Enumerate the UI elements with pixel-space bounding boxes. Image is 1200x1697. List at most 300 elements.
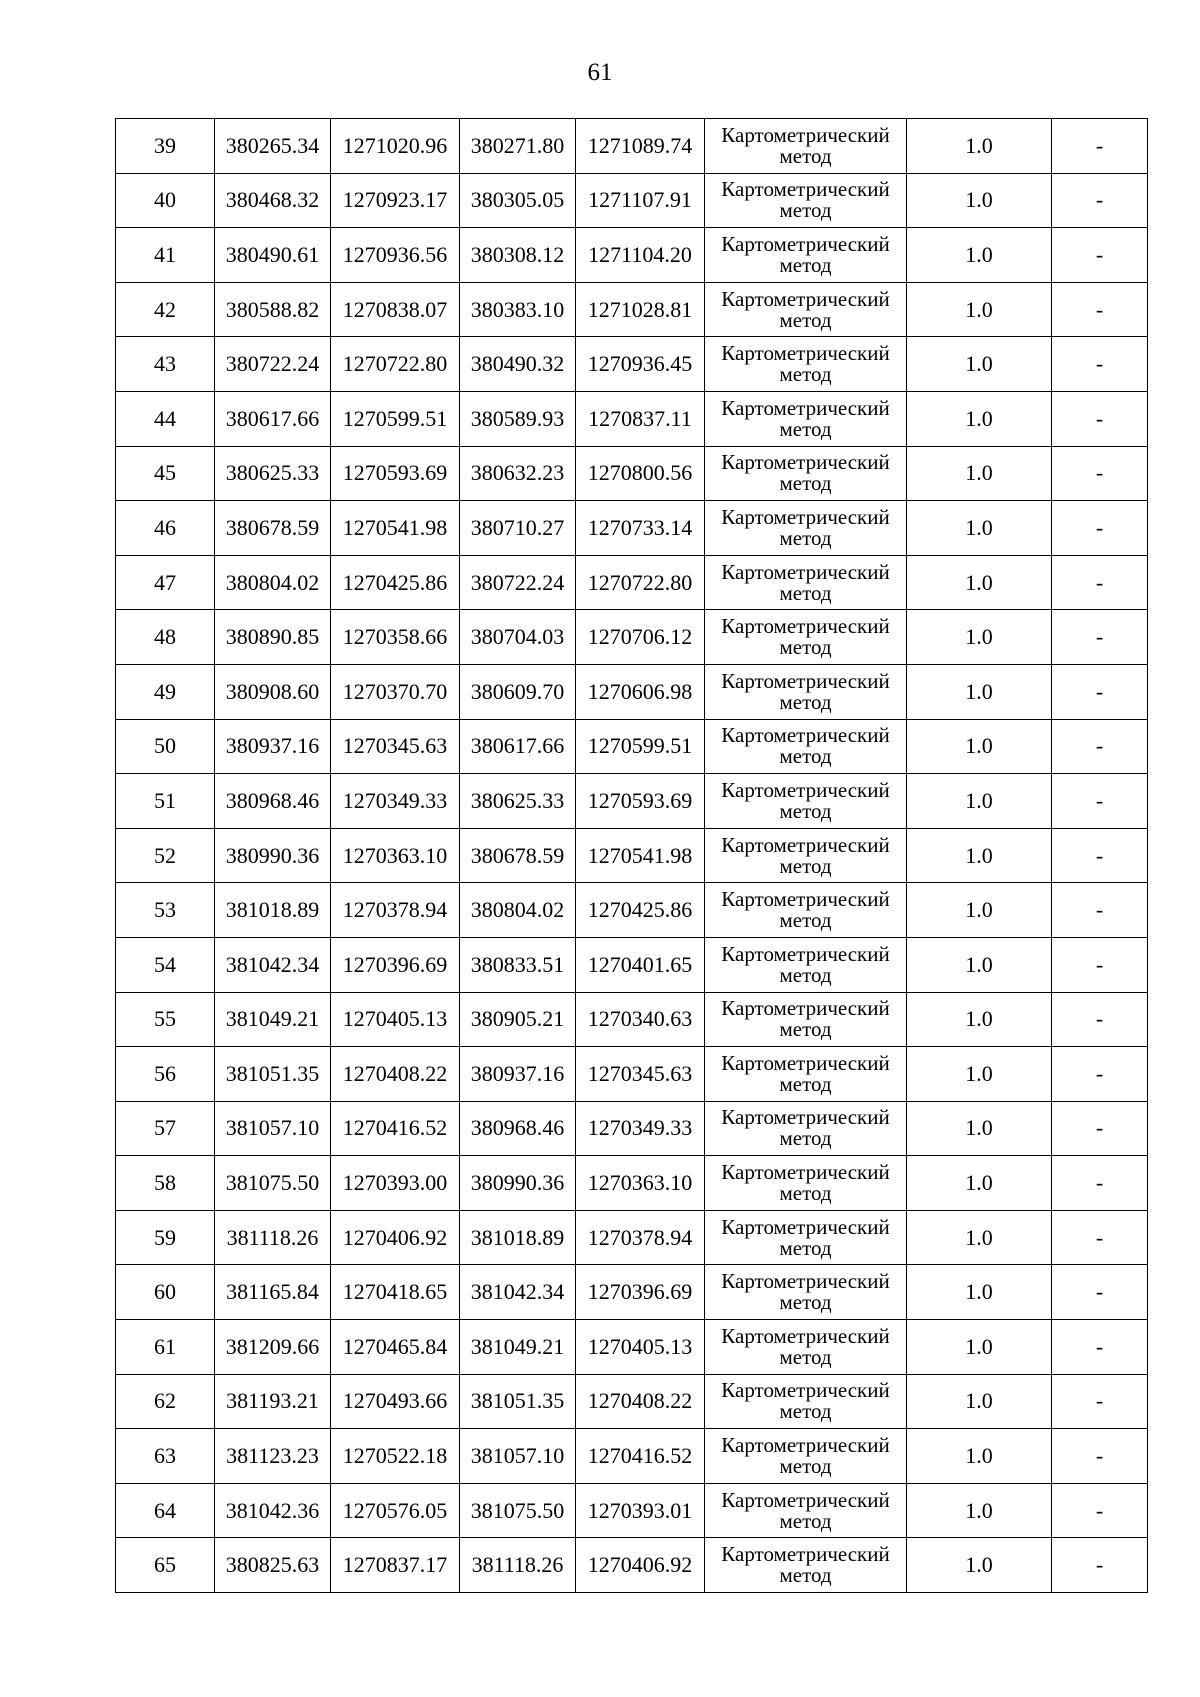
previous-x-coordinate-cell: 380722.24 (460, 555, 576, 610)
y-coordinate-cell: 1270599.51 (331, 391, 460, 446)
y-coordinate-cell: 1270393.00 (331, 1156, 460, 1211)
method-line-2: метод (779, 689, 832, 714)
note-cell: - (1052, 992, 1148, 1047)
point-number-cell: 45 (116, 446, 215, 501)
x-coordinate-cell: 380617.66 (215, 391, 331, 446)
note-cell: - (1052, 664, 1148, 719)
previous-x-coordinate-cell: 381075.50 (460, 1483, 576, 1538)
table-row (116, 173, 1148, 228)
point-number-cell: 63 (116, 1429, 215, 1484)
y-coordinate-cell: 1270416.52 (331, 1101, 460, 1156)
method-line-1: Картометрический (721, 450, 890, 475)
x-coordinate-cell: 381209.66 (215, 1320, 331, 1375)
accuracy-cell: 1.0 (907, 173, 1052, 228)
x-coordinate-cell: 381042.36 (215, 1483, 331, 1538)
accuracy-cell: 1.0 (907, 937, 1052, 992)
previous-x-coordinate-cell: 380704.03 (460, 610, 576, 665)
note-cell: - (1052, 937, 1148, 992)
y-coordinate-cell: 1270363.10 (331, 828, 460, 883)
x-coordinate-cell: 380265.34 (215, 119, 331, 174)
accuracy-cell: 1.0 (907, 282, 1052, 337)
previous-x-coordinate-cell: 380678.59 (460, 828, 576, 883)
note-cell: - (1052, 1210, 1148, 1265)
accuracy-cell: 1.0 (907, 719, 1052, 774)
method-line-2: метод (779, 1071, 832, 1096)
note-cell: - (1052, 1483, 1148, 1538)
x-coordinate-cell: 381123.23 (215, 1429, 331, 1484)
y-coordinate-cell: 1270345.63 (331, 719, 460, 774)
method-line-2: метод (779, 416, 832, 441)
note-cell: - (1052, 1538, 1148, 1593)
previous-x-coordinate-cell: 380625.33 (460, 774, 576, 829)
method-line-2: метод (779, 635, 832, 660)
previous-y-coordinate-cell: 1270349.33 (576, 1101, 705, 1156)
previous-x-coordinate-cell: 380308.12 (460, 228, 576, 283)
point-number-cell: 43 (116, 337, 215, 392)
table-row (116, 1538, 1148, 1593)
previous-y-coordinate-cell: 1271028.81 (576, 282, 705, 337)
y-coordinate-cell: 1270522.18 (331, 1429, 460, 1484)
method-cell (705, 555, 907, 610)
method-line-1: Картометрический (721, 1433, 890, 1458)
method-cell (705, 1320, 907, 1375)
note-cell: - (1052, 774, 1148, 829)
method-line-2: метод (779, 1181, 832, 1206)
accuracy-cell: 1.0 (907, 1210, 1052, 1265)
method-line-2: метод (779, 853, 832, 878)
previous-x-coordinate-cell: 381051.35 (460, 1374, 576, 1429)
method-cell (705, 1374, 907, 1429)
method-cell (705, 610, 907, 665)
method-line-1: Картометрический (721, 777, 890, 802)
method-line-2: метод (779, 362, 832, 387)
method-line-1: Картометрический (721, 231, 890, 256)
method-line-1: Картометрический (721, 1487, 890, 1512)
note-cell: - (1052, 1265, 1148, 1320)
previous-y-coordinate-cell: 1271104.20 (576, 228, 705, 283)
method-line-2: метод (779, 1017, 832, 1042)
method-line-1: Картометрический (721, 887, 890, 912)
method-cell (705, 1210, 907, 1265)
previous-y-coordinate-cell: 1270606.98 (576, 664, 705, 719)
table-row (116, 828, 1148, 883)
y-coordinate-cell: 1270493.66 (331, 1374, 460, 1429)
method-line-1: Картометрический (721, 286, 890, 311)
method-line-2: метод (779, 908, 832, 933)
table-row (116, 1210, 1148, 1265)
note-cell: - (1052, 1374, 1148, 1429)
method-line-2: метод (779, 744, 832, 769)
previous-x-coordinate-cell: 381049.21 (460, 1320, 576, 1375)
previous-y-coordinate-cell: 1270593.69 (576, 774, 705, 829)
previous-y-coordinate-cell: 1270936.45 (576, 337, 705, 392)
table-row (116, 1374, 1148, 1429)
method-line-1: Картометрический (721, 395, 890, 420)
method-cell (705, 1429, 907, 1484)
point-number-cell: 52 (116, 828, 215, 883)
method-cell (705, 774, 907, 829)
accuracy-cell: 1.0 (907, 119, 1052, 174)
x-coordinate-cell: 380990.36 (215, 828, 331, 883)
previous-x-coordinate-cell: 380804.02 (460, 883, 576, 938)
point-number-cell: 41 (116, 228, 215, 283)
method-line-1: Картометрический (721, 832, 890, 857)
accuracy-cell: 1.0 (907, 391, 1052, 446)
previous-y-coordinate-cell: 1270837.11 (576, 391, 705, 446)
accuracy-cell: 1.0 (907, 1374, 1052, 1429)
note-cell: - (1052, 610, 1148, 665)
table-row (116, 719, 1148, 774)
table-row (116, 391, 1148, 446)
previous-y-coordinate-cell: 1270416.52 (576, 1429, 705, 1484)
y-coordinate-cell: 1270358.66 (331, 610, 460, 665)
previous-y-coordinate-cell: 1270541.98 (576, 828, 705, 883)
y-coordinate-cell: 1270838.07 (331, 282, 460, 337)
previous-x-coordinate-cell: 381057.10 (460, 1429, 576, 1484)
table-row (116, 337, 1148, 392)
y-coordinate-cell: 1270378.94 (331, 883, 460, 938)
accuracy-cell: 1.0 (907, 1265, 1052, 1320)
point-number-cell: 64 (116, 1483, 215, 1538)
table-row (116, 228, 1148, 283)
table-row (116, 1429, 1148, 1484)
method-cell (705, 1483, 907, 1538)
method-line-1: Картометрический (721, 1214, 890, 1239)
method-cell (705, 1101, 907, 1156)
previous-y-coordinate-cell: 1270722.80 (576, 555, 705, 610)
previous-x-coordinate-cell: 380271.80 (460, 119, 576, 174)
method-line-2: метод (779, 1563, 832, 1588)
method-line-1: Картометрический (721, 668, 890, 693)
previous-x-coordinate-cell: 380990.36 (460, 1156, 576, 1211)
point-number-cell: 50 (116, 719, 215, 774)
accuracy-cell: 1.0 (907, 828, 1052, 883)
point-number-cell: 54 (116, 937, 215, 992)
method-line-2: метод (779, 1399, 832, 1424)
previous-x-coordinate-cell: 380383.10 (460, 282, 576, 337)
accuracy-cell: 1.0 (907, 664, 1052, 719)
method-cell (705, 337, 907, 392)
method-line-1: Картометрический (721, 996, 890, 1021)
accuracy-cell: 1.0 (907, 555, 1052, 610)
method-line-2: метод (779, 1290, 832, 1315)
method-line-1: Картометрический (721, 1050, 890, 1075)
point-number-cell: 53 (116, 883, 215, 938)
point-number-cell: 47 (116, 555, 215, 610)
x-coordinate-cell: 381018.89 (215, 883, 331, 938)
previous-y-coordinate-cell: 1270405.13 (576, 1320, 705, 1375)
x-coordinate-cell: 380490.61 (215, 228, 331, 283)
table-row (116, 937, 1148, 992)
table-row (116, 610, 1148, 665)
previous-x-coordinate-cell: 380632.23 (460, 446, 576, 501)
point-number-cell: 59 (116, 1210, 215, 1265)
method-cell (705, 719, 907, 774)
table-row (116, 883, 1148, 938)
method-cell (705, 119, 907, 174)
method-cell (705, 828, 907, 883)
point-number-cell: 55 (116, 992, 215, 1047)
note-cell: - (1052, 282, 1148, 337)
note-cell: - (1052, 1047, 1148, 1102)
previous-x-coordinate-cell: 380490.32 (460, 337, 576, 392)
y-coordinate-cell: 1270425.86 (331, 555, 460, 610)
y-coordinate-cell: 1270541.98 (331, 501, 460, 556)
point-number-cell: 42 (116, 282, 215, 337)
x-coordinate-cell: 381057.10 (215, 1101, 331, 1156)
x-coordinate-cell: 380825.63 (215, 1538, 331, 1593)
previous-y-coordinate-cell: 1270396.69 (576, 1265, 705, 1320)
method-cell (705, 992, 907, 1047)
method-line-2: метод (779, 1235, 832, 1260)
table-row (116, 774, 1148, 829)
table-row (116, 1156, 1148, 1211)
y-coordinate-cell: 1271020.96 (331, 119, 460, 174)
method-line-1: Картометрический (721, 559, 890, 584)
previous-x-coordinate-cell: 380937.16 (460, 1047, 576, 1102)
previous-x-coordinate-cell: 380617.66 (460, 719, 576, 774)
method-line-2: метод (779, 198, 832, 223)
method-line-2: метод (779, 1454, 832, 1479)
table-row (116, 1265, 1148, 1320)
table-row (116, 992, 1148, 1047)
accuracy-cell: 1.0 (907, 1483, 1052, 1538)
point-number-cell: 48 (116, 610, 215, 665)
method-cell (705, 391, 907, 446)
method-line-1: Картометрический (721, 1105, 890, 1130)
note-cell: - (1052, 173, 1148, 228)
y-coordinate-cell: 1270576.05 (331, 1483, 460, 1538)
point-number-cell: 57 (116, 1101, 215, 1156)
method-cell (705, 228, 907, 283)
method-cell (705, 1265, 907, 1320)
previous-y-coordinate-cell: 1270340.63 (576, 992, 705, 1047)
note-cell: - (1052, 337, 1148, 392)
previous-x-coordinate-cell: 380905.21 (460, 992, 576, 1047)
x-coordinate-cell: 380625.33 (215, 446, 331, 501)
y-coordinate-cell: 1270923.17 (331, 173, 460, 228)
previous-y-coordinate-cell: 1270363.10 (576, 1156, 705, 1211)
y-coordinate-cell: 1270408.22 (331, 1047, 460, 1102)
previous-y-coordinate-cell: 1270406.92 (576, 1538, 705, 1593)
previous-y-coordinate-cell: 1270706.12 (576, 610, 705, 665)
method-cell (705, 282, 907, 337)
y-coordinate-cell: 1270722.80 (331, 337, 460, 392)
previous-y-coordinate-cell: 1270599.51 (576, 719, 705, 774)
accuracy-cell: 1.0 (907, 992, 1052, 1047)
y-coordinate-cell: 1270370.70 (331, 664, 460, 719)
x-coordinate-cell: 380968.46 (215, 774, 331, 829)
table-row (116, 1101, 1148, 1156)
method-line-1: Картометрический (721, 504, 890, 529)
point-number-cell: 56 (116, 1047, 215, 1102)
table-row (116, 1483, 1148, 1538)
y-coordinate-cell: 1270405.13 (331, 992, 460, 1047)
method-line-2: метод (779, 252, 832, 277)
previous-x-coordinate-cell: 380710.27 (460, 501, 576, 556)
table-row (116, 1047, 1148, 1102)
method-line-1: Картометрический (721, 723, 890, 748)
method-line-2: метод (779, 580, 832, 605)
point-number-cell: 62 (116, 1374, 215, 1429)
point-number-cell: 65 (116, 1538, 215, 1593)
method-line-2: метод (779, 471, 832, 496)
point-number-cell: 58 (116, 1156, 215, 1211)
x-coordinate-cell: 380908.60 (215, 664, 331, 719)
method-line-1: Картометрический (721, 1269, 890, 1294)
accuracy-cell: 1.0 (907, 337, 1052, 392)
accuracy-cell: 1.0 (907, 1156, 1052, 1211)
previous-x-coordinate-cell: 381018.89 (460, 1210, 576, 1265)
accuracy-cell: 1.0 (907, 774, 1052, 829)
method-cell (705, 1538, 907, 1593)
note-cell: - (1052, 555, 1148, 610)
method-line-1: Картометрический (721, 1160, 890, 1185)
method-line-1: Картометрический (721, 177, 890, 202)
method-line-2: метод (779, 1508, 832, 1533)
method-line-1: Картометрический (721, 1542, 890, 1567)
y-coordinate-cell: 1270593.69 (331, 446, 460, 501)
method-line-2: метод (779, 307, 832, 332)
point-number-cell: 39 (116, 119, 215, 174)
previous-x-coordinate-cell: 380609.70 (460, 664, 576, 719)
note-cell: - (1052, 446, 1148, 501)
y-coordinate-cell: 1270418.65 (331, 1265, 460, 1320)
x-coordinate-cell: 380588.82 (215, 282, 331, 337)
method-cell (705, 501, 907, 556)
previous-x-coordinate-cell: 380305.05 (460, 173, 576, 228)
method-line-2: метод (779, 1344, 832, 1369)
table-row (116, 1320, 1148, 1375)
accuracy-cell: 1.0 (907, 1047, 1052, 1102)
accuracy-cell: 1.0 (907, 1320, 1052, 1375)
x-coordinate-cell: 381042.34 (215, 937, 331, 992)
accuracy-cell: 1.0 (907, 501, 1052, 556)
previous-x-coordinate-cell: 380589.93 (460, 391, 576, 446)
method-cell (705, 173, 907, 228)
accuracy-cell: 1.0 (907, 446, 1052, 501)
method-line-1: Картометрический (721, 341, 890, 366)
previous-y-coordinate-cell: 1270408.22 (576, 1374, 705, 1429)
accuracy-cell: 1.0 (907, 1538, 1052, 1593)
previous-y-coordinate-cell: 1270733.14 (576, 501, 705, 556)
y-coordinate-cell: 1270406.92 (331, 1210, 460, 1265)
point-number-cell: 60 (116, 1265, 215, 1320)
previous-x-coordinate-cell: 381118.26 (460, 1538, 576, 1593)
point-number-cell: 51 (116, 774, 215, 829)
point-number-cell: 49 (116, 664, 215, 719)
note-cell: - (1052, 228, 1148, 283)
accuracy-cell: 1.0 (907, 228, 1052, 283)
coordinates-table (115, 118, 1148, 1593)
x-coordinate-cell: 380678.59 (215, 501, 331, 556)
point-number-cell: 61 (116, 1320, 215, 1375)
table-row (116, 555, 1148, 610)
accuracy-cell: 1.0 (907, 1101, 1052, 1156)
note-cell: - (1052, 119, 1148, 174)
x-coordinate-cell: 381118.26 (215, 1210, 331, 1265)
method-cell (705, 446, 907, 501)
note-cell: - (1052, 828, 1148, 883)
accuracy-cell: 1.0 (907, 610, 1052, 665)
note-cell: - (1052, 1429, 1148, 1484)
method-line-2: метод (779, 143, 832, 168)
accuracy-cell: 1.0 (907, 883, 1052, 938)
note-cell: - (1052, 719, 1148, 774)
method-line-2: метод (779, 798, 832, 823)
y-coordinate-cell: 1270465.84 (331, 1320, 460, 1375)
table-row (116, 664, 1148, 719)
previous-x-coordinate-cell: 381042.34 (460, 1265, 576, 1320)
accuracy-cell: 1.0 (907, 1429, 1052, 1484)
method-line-1: Картометрический (721, 122, 890, 147)
method-line-2: метод (779, 962, 832, 987)
previous-y-coordinate-cell: 1271089.74 (576, 119, 705, 174)
x-coordinate-cell: 381049.21 (215, 992, 331, 1047)
table-row (116, 119, 1148, 174)
note-cell: - (1052, 1320, 1148, 1375)
method-cell (705, 1047, 907, 1102)
point-number-cell: 44 (116, 391, 215, 446)
x-coordinate-cell: 380890.85 (215, 610, 331, 665)
previous-y-coordinate-cell: 1270393.01 (576, 1483, 705, 1538)
method-cell (705, 883, 907, 938)
previous-x-coordinate-cell: 380968.46 (460, 1101, 576, 1156)
method-cell (705, 1156, 907, 1211)
method-line-1: Картометрический (721, 941, 890, 966)
point-number-cell: 46 (116, 501, 215, 556)
table-body (116, 119, 1148, 1593)
x-coordinate-cell: 380937.16 (215, 719, 331, 774)
table-row (116, 501, 1148, 556)
x-coordinate-cell: 380468.32 (215, 173, 331, 228)
note-cell: - (1052, 391, 1148, 446)
previous-y-coordinate-cell: 1270378.94 (576, 1210, 705, 1265)
x-coordinate-cell: 380722.24 (215, 337, 331, 392)
previous-y-coordinate-cell: 1270800.56 (576, 446, 705, 501)
previous-y-coordinate-cell: 1270401.65 (576, 937, 705, 992)
y-coordinate-cell: 1270936.56 (331, 228, 460, 283)
y-coordinate-cell: 1270396.69 (331, 937, 460, 992)
x-coordinate-cell: 381193.21 (215, 1374, 331, 1429)
method-line-2: метод (779, 1126, 832, 1151)
x-coordinate-cell: 380804.02 (215, 555, 331, 610)
previous-y-coordinate-cell: 1270425.86 (576, 883, 705, 938)
x-coordinate-cell: 381051.35 (215, 1047, 331, 1102)
method-line-1: Картометрический (721, 614, 890, 639)
method-line-1: Картометрический (721, 1378, 890, 1403)
table-row (116, 282, 1148, 337)
point-number-cell: 40 (116, 173, 215, 228)
x-coordinate-cell: 381075.50 (215, 1156, 331, 1211)
previous-y-coordinate-cell: 1270345.63 (576, 1047, 705, 1102)
note-cell: - (1052, 883, 1148, 938)
x-coordinate-cell: 381165.84 (215, 1265, 331, 1320)
note-cell: - (1052, 501, 1148, 556)
method-cell (705, 937, 907, 992)
previous-y-coordinate-cell: 1271107.91 (576, 173, 705, 228)
y-coordinate-cell: 1270837.17 (331, 1538, 460, 1593)
previous-x-coordinate-cell: 380833.51 (460, 937, 576, 992)
y-coordinate-cell: 1270349.33 (331, 774, 460, 829)
method-line-1: Картометрический (721, 1323, 890, 1348)
note-cell: - (1052, 1101, 1148, 1156)
method-line-2: метод (779, 525, 832, 550)
method-cell (705, 664, 907, 719)
page-number: 61 (587, 59, 613, 86)
table-row (116, 446, 1148, 501)
note-cell: - (1052, 1156, 1148, 1211)
